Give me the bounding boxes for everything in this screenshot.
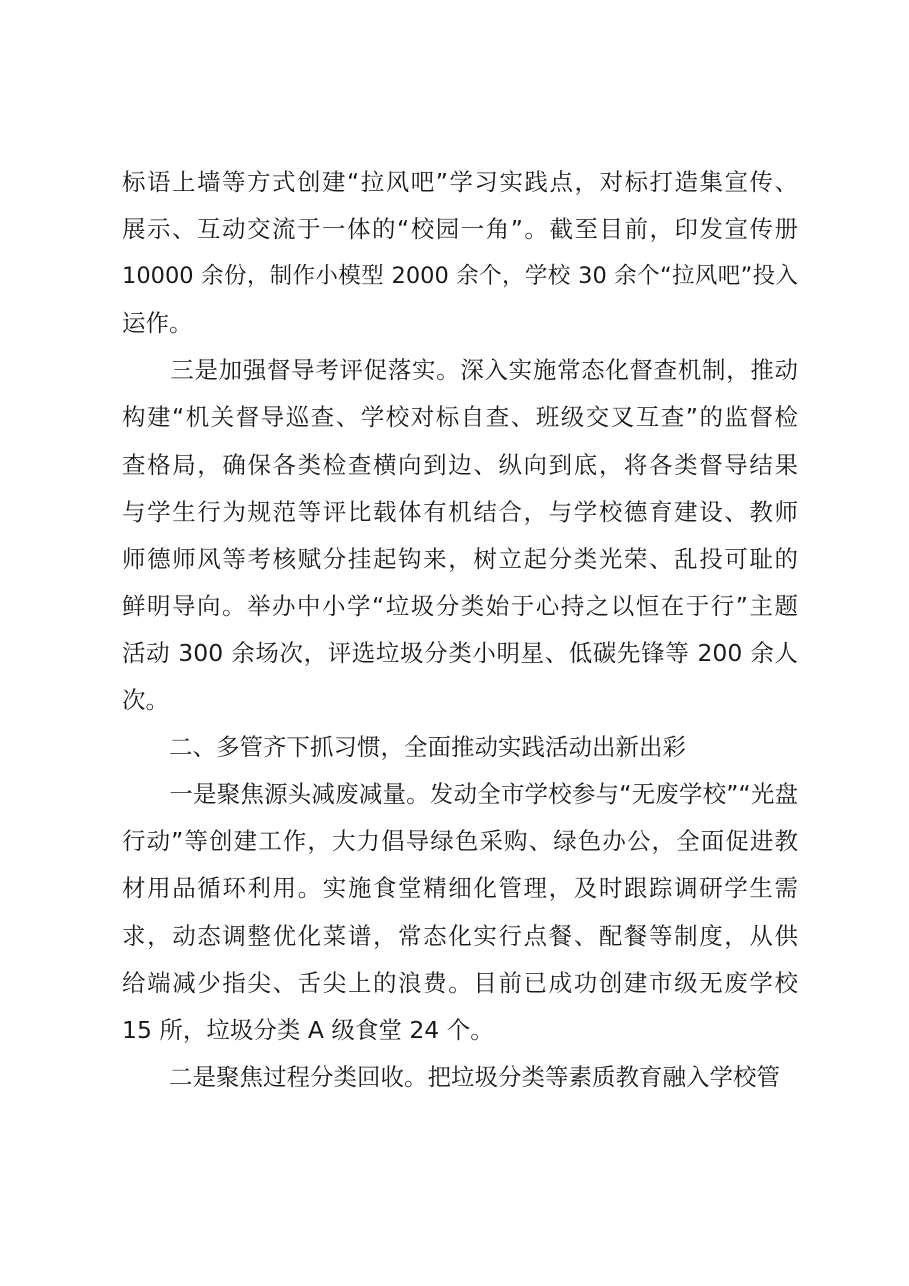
paragraph bbox=[122, 347, 798, 724]
text-line: 查格局，确保各类检查横向到边、纵向到底，将各类督导结果 bbox=[122, 450, 798, 479]
text-line: 二是聚焦过程分类回收。把垃圾分类等素质教育融入学校管 bbox=[122, 1062, 780, 1091]
text-line: 构建“机关督导巡查、学校对标自查、班级交叉互查”的监督检 bbox=[122, 403, 798, 432]
text-line: 行动”等创建工作，大力倡导绿色采购、绿色办公，全面促进教 bbox=[122, 827, 798, 856]
text-line: 10000 余份，制作小模型 2000 余个，学校 30 余个“拉风吧”投入 bbox=[122, 263, 798, 290]
text-line: 展示、互动交流于一体的“校园一角”。截至目前，印发宣传册 bbox=[122, 215, 798, 244]
text-line: 一是聚焦源头减废减量。发动全市学校参与“无废学校”“光盘 bbox=[122, 780, 798, 809]
text-line: 给端减少指尖、舌尖上的浪费。目前已成功创建市级无废学校 bbox=[122, 968, 798, 997]
paragraph bbox=[122, 159, 798, 347]
text-line: 求，动态调整优化菜谱，常态化实行点餐、配餐等制度，从供 bbox=[122, 921, 798, 950]
text-line: 二、多管齐下抓习惯，全面推动实践活动出新出彩 bbox=[122, 733, 686, 762]
text-line: 三是加强督导考评促落实。深入实施常态化督查机制，推动 bbox=[122, 356, 798, 385]
text-line: 运作。 bbox=[122, 309, 193, 338]
text-line: 师德师风等考核赋分挂起钩来，树立起分类光荣、乱投可耻的 bbox=[122, 544, 798, 573]
text-line: 标语上墙等方式创建“拉风吧”学习实践点，对标打造集宣传、 bbox=[122, 168, 798, 196]
text-line: 材用品循环利用。实施食堂精细化管理，及时跟踪调研学生需 bbox=[122, 874, 798, 903]
text-line: 鲜明导向。举办中小学“垃圾分类始于心持之以恒在于行”主题 bbox=[122, 591, 798, 620]
text-line: 活动 300 余场次，评选垃圾分类小明星、低碳先锋等 200 余人 bbox=[122, 638, 798, 667]
paragraph bbox=[122, 1054, 798, 1101]
text-line: 15 所，垃圾分类 A 级食堂 24 个。 bbox=[122, 1015, 494, 1044]
document-body bbox=[122, 159, 798, 1101]
text-line: 次。 bbox=[122, 686, 169, 715]
paragraph bbox=[122, 724, 798, 771]
text-line: 与学生行为规范等评比载体有机结合，与学校德育建设、教师 bbox=[122, 497, 798, 526]
paragraph bbox=[122, 771, 798, 1054]
